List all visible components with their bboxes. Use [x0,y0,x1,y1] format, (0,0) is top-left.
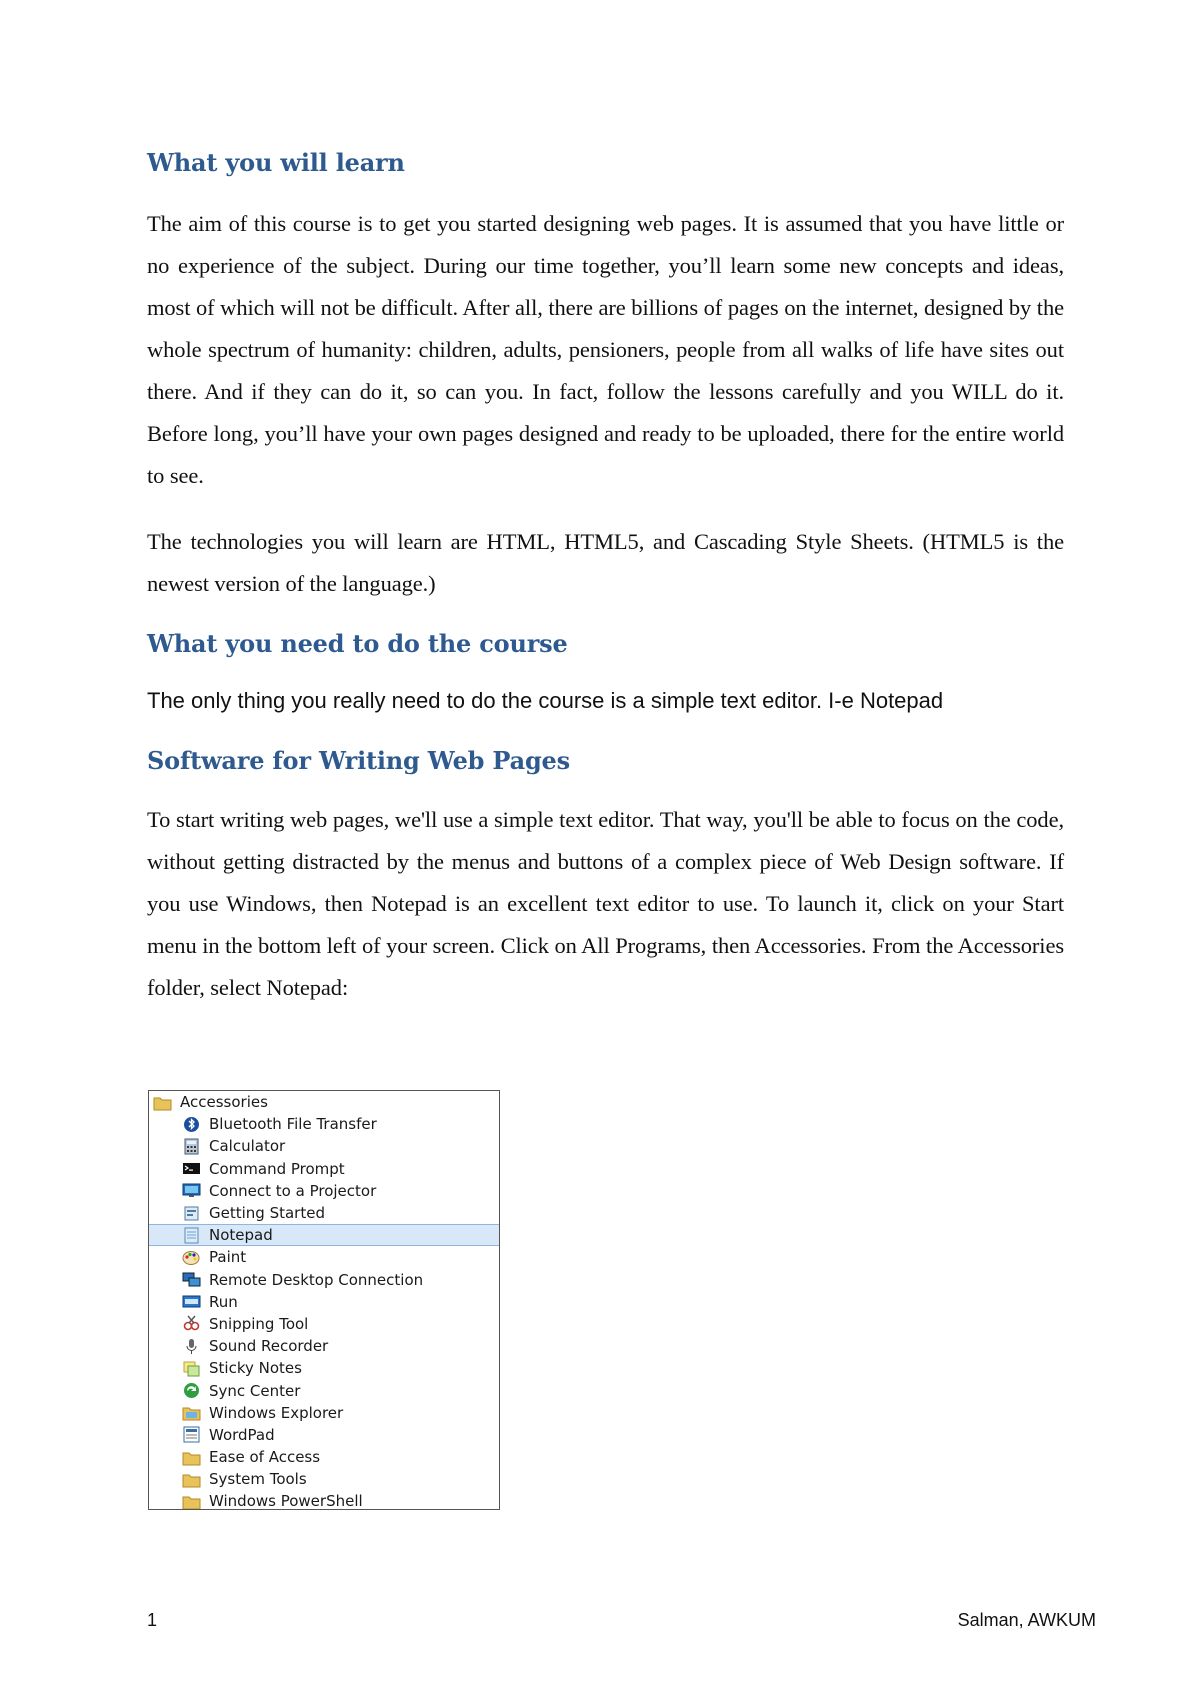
menu-item-snipping-tool[interactable] [149,1313,499,1335]
menu-item-label: Getting Started [209,1204,325,1223]
menu-item-system-tools[interactable] [149,1468,499,1490]
projector-icon [182,1182,201,1199]
menu-item-windows-explorer[interactable] [149,1402,499,1424]
getting-started-icon [182,1205,201,1222]
menu-item-calculator[interactable] [149,1135,499,1157]
folder-icon [182,1493,201,1510]
menu-item-connect-to-a-projector[interactable] [149,1180,499,1202]
snipping-tool-icon [182,1315,201,1332]
heading-what-you-need: What you need to do the course [147,629,568,658]
folder-icon [182,1449,201,1466]
remote-desktop-icon [182,1271,201,1288]
menu-folder-accessories[interactable] [149,1091,499,1113]
run-icon [182,1293,201,1310]
menu-item-getting-started[interactable] [149,1202,499,1224]
document-page [147,138,1064,1009]
command-prompt-icon [182,1160,201,1177]
menu-item-label: Snipping Tool [209,1314,309,1333]
menu-item-list [149,1113,499,1510]
page-number: 1 [147,1610,158,1630]
menu-item-label: Remote Desktop Connection [209,1270,424,1289]
menu-item-label: Command Prompt [209,1159,345,1178]
bluetooth-icon [182,1116,201,1133]
menu-item-remote-desktop-connection[interactable] [149,1269,499,1291]
paint-icon [182,1249,201,1266]
paragraph-technologies: The technologies you will learn are HTML, HTML5, and Cascading Style Sheets. (HTML5 is the newest version of the language.) [147,529,1064,596]
menu-item-label: Windows Explorer [209,1403,344,1422]
menu-item-sound-recorder[interactable] [149,1335,499,1357]
accessories-menu-screenshot [148,1090,500,1510]
menu-item-label: Ease of Access [209,1448,321,1467]
menu-item-command-prompt[interactable] [149,1158,499,1180]
menu-item-label: Sound Recorder [209,1337,329,1356]
folder-icon [153,1094,172,1111]
footer-author: Salman, AWKUM [957,1610,1096,1630]
menu-item-label: WordPad [209,1425,275,1444]
menu-item-label: Connect to a Projector [209,1181,377,1200]
menu-item-windows-powershell[interactable] [149,1490,499,1510]
menu-item-label: Sync Center [209,1381,301,1400]
menu-item-label: Sticky Notes [209,1359,302,1378]
menu-folder-label: Accessories [180,1093,268,1112]
sticky-notes-icon [182,1360,201,1377]
paragraph-software-instructions: To start writing web pages, we'll use a simple text editor. That way, you'll be able to focus on the code, without getting distracted by the menus and buttons of a complex piece of Web Design software. If you use Windows, then Notepad is an excellent text editor to use. To launch it, click on your Start menu in the bottom left of your screen. Click on All Programs, then Accessories. From the Accessories folder, select Notepad: [147,807,1064,1000]
menu-item-notepad[interactable] [149,1224,499,1246]
sync-icon [182,1382,201,1399]
menu-item-label: Calculator [209,1137,286,1156]
paragraph-course-aim: The aim of this course is to get you started designing web pages. It is assumed that you have little or no experience of the subject. During our time together, you’ll learn some new concepts and ideas, most of which will not be difficult. After all, there are billions of pages on the internet, designed by the whole spectrum of humanity: children, adults, pensioners, people from all walks of life have sites out there. And if they can do it, so can you. In fact, follow the lessons carefully and you WILL do it. Before long, you’ll have your own pages designed and ready to be uploaded, there for the entire world to see. [147,211,1064,488]
paragraph-requirements: The only thing you really need to do the course is a simple text editor. I-e Notepad [147,688,944,713]
menu-item-label: System Tools [209,1470,307,1489]
notepad-icon [182,1227,201,1244]
menu-item-label: Bluetooth File Transfer [209,1115,377,1134]
folder-icon [182,1471,201,1488]
menu-item-bluetooth-file-transfer[interactable] [149,1113,499,1135]
folder-explorer-icon [182,1404,201,1421]
menu-item-ease-of-access[interactable] [149,1446,499,1468]
calculator-icon [182,1138,201,1155]
menu-item-label: Run [209,1292,238,1311]
menu-item-label: Paint [209,1248,247,1267]
menu-item-wordpad[interactable] [149,1424,499,1446]
menu-item-paint[interactable] [149,1246,499,1268]
menu-item-run[interactable] [149,1291,499,1313]
menu-item-sync-center[interactable] [149,1379,499,1401]
wordpad-icon [182,1426,201,1443]
microphone-icon [182,1338,201,1355]
heading-what-you-will-learn: What you will learn [147,148,405,177]
heading-software: Software for Writing Web Pages [147,746,570,775]
menu-item-label: Notepad [209,1226,273,1245]
menu-item-sticky-notes[interactable] [149,1357,499,1379]
menu-item-label: Windows PowerShell [209,1492,363,1510]
